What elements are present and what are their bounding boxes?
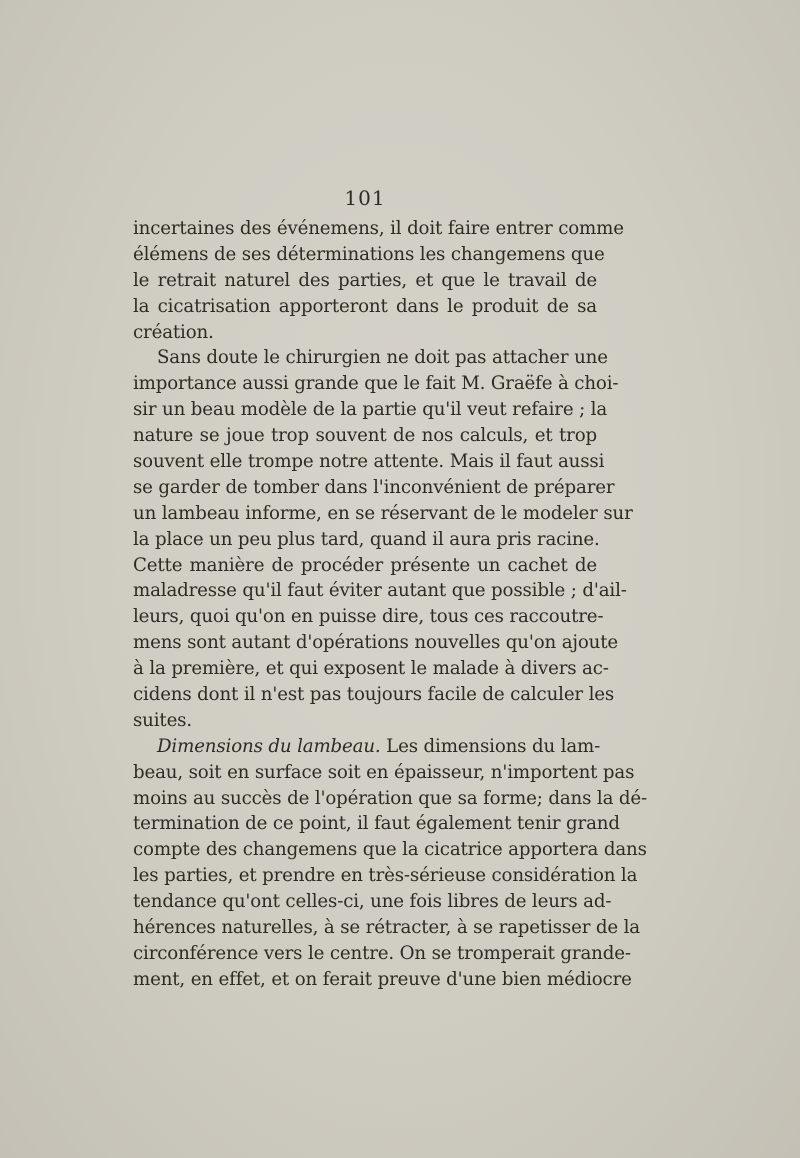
section-heading-line [133, 734, 601, 760]
text-line: nature se joue trop souvent de nos calculs, et trop [133, 425, 597, 447]
text-line: maladresse qu'il faut éviter autant que possible ; d'ail- [133, 580, 627, 602]
text-line: importance aussi grande que le fait M. Graëfe à choi- [133, 373, 619, 395]
text-line: compte des changemens que la cicatrice apportera dans [133, 839, 647, 861]
text-line: cidens dont il n'est pas toujours facile de calculer les [133, 684, 615, 706]
text-line: termination de ce point, il faut également tenir grand [133, 813, 620, 835]
text-line: incertaines des événemens, il doit faire entrer comme [133, 218, 624, 239]
text-line: se garder de tomber dans l'inconvénient de préparer [133, 476, 615, 498]
text-line: ment, en effet, et on ferait preuve d'une bien médiocre [133, 968, 632, 990]
text-line: le retrait naturel des parties, et que le travail de [133, 269, 597, 291]
text-line: Cette manière de procéder présente un cachet de [133, 554, 597, 576]
text-line: élémens de ses déterminations les changemens que [133, 243, 605, 265]
text-line: les parties, et prendre en très-sérieuse considération la [133, 865, 638, 887]
section-heading: Dimensions du lambeau. [157, 735, 381, 757]
page-number: 101 [344, 186, 386, 210]
text-line: à la première, et qui exposent le malade à divers ac- [133, 658, 609, 680]
heading-line-rest: Les dimensions du lam- [380, 735, 601, 757]
text-line: suites. [133, 709, 193, 731]
text-line: un lambeau informe, en se réservant de le modeler sur [133, 502, 633, 524]
text-line: circonférence vers le centre. On se tromperait grande- [133, 942, 631, 964]
text-line: souvent elle trompe notre attente. Mais il faut aussi [133, 451, 605, 473]
text-line: Sans doute le chirurgien ne doit pas attacher une [157, 347, 608, 369]
text-line: moins au succès de l'opération que sa forme; dans la dé- [133, 787, 648, 809]
body-text [133, 216, 648, 993]
text-line: sir un beau modèle de la partie qu'il veut refaire ; la [133, 399, 608, 421]
text-line: beau, soit en surface soit en épaisseur, n'importent pas [133, 761, 635, 783]
text-line: hérences naturelles, à se rétracter, à se rapetisser de la [133, 917, 640, 939]
text-line: leurs, quoi qu'on en puisse dire, tous ces raccoutre- [133, 606, 604, 628]
text-line: la cicatrisation apporteront dans le produit de sa [133, 295, 597, 317]
text-line: la place un peu plus tard, quand il aura pris racine. [133, 528, 600, 550]
text-line: mens sont autant d'opérations nouvelles qu'on ajoute [133, 632, 619, 654]
text-line: tendance qu'ont celles-ci, une fois libres de leurs ad- [133, 891, 612, 913]
text-line: création. [133, 321, 214, 343]
